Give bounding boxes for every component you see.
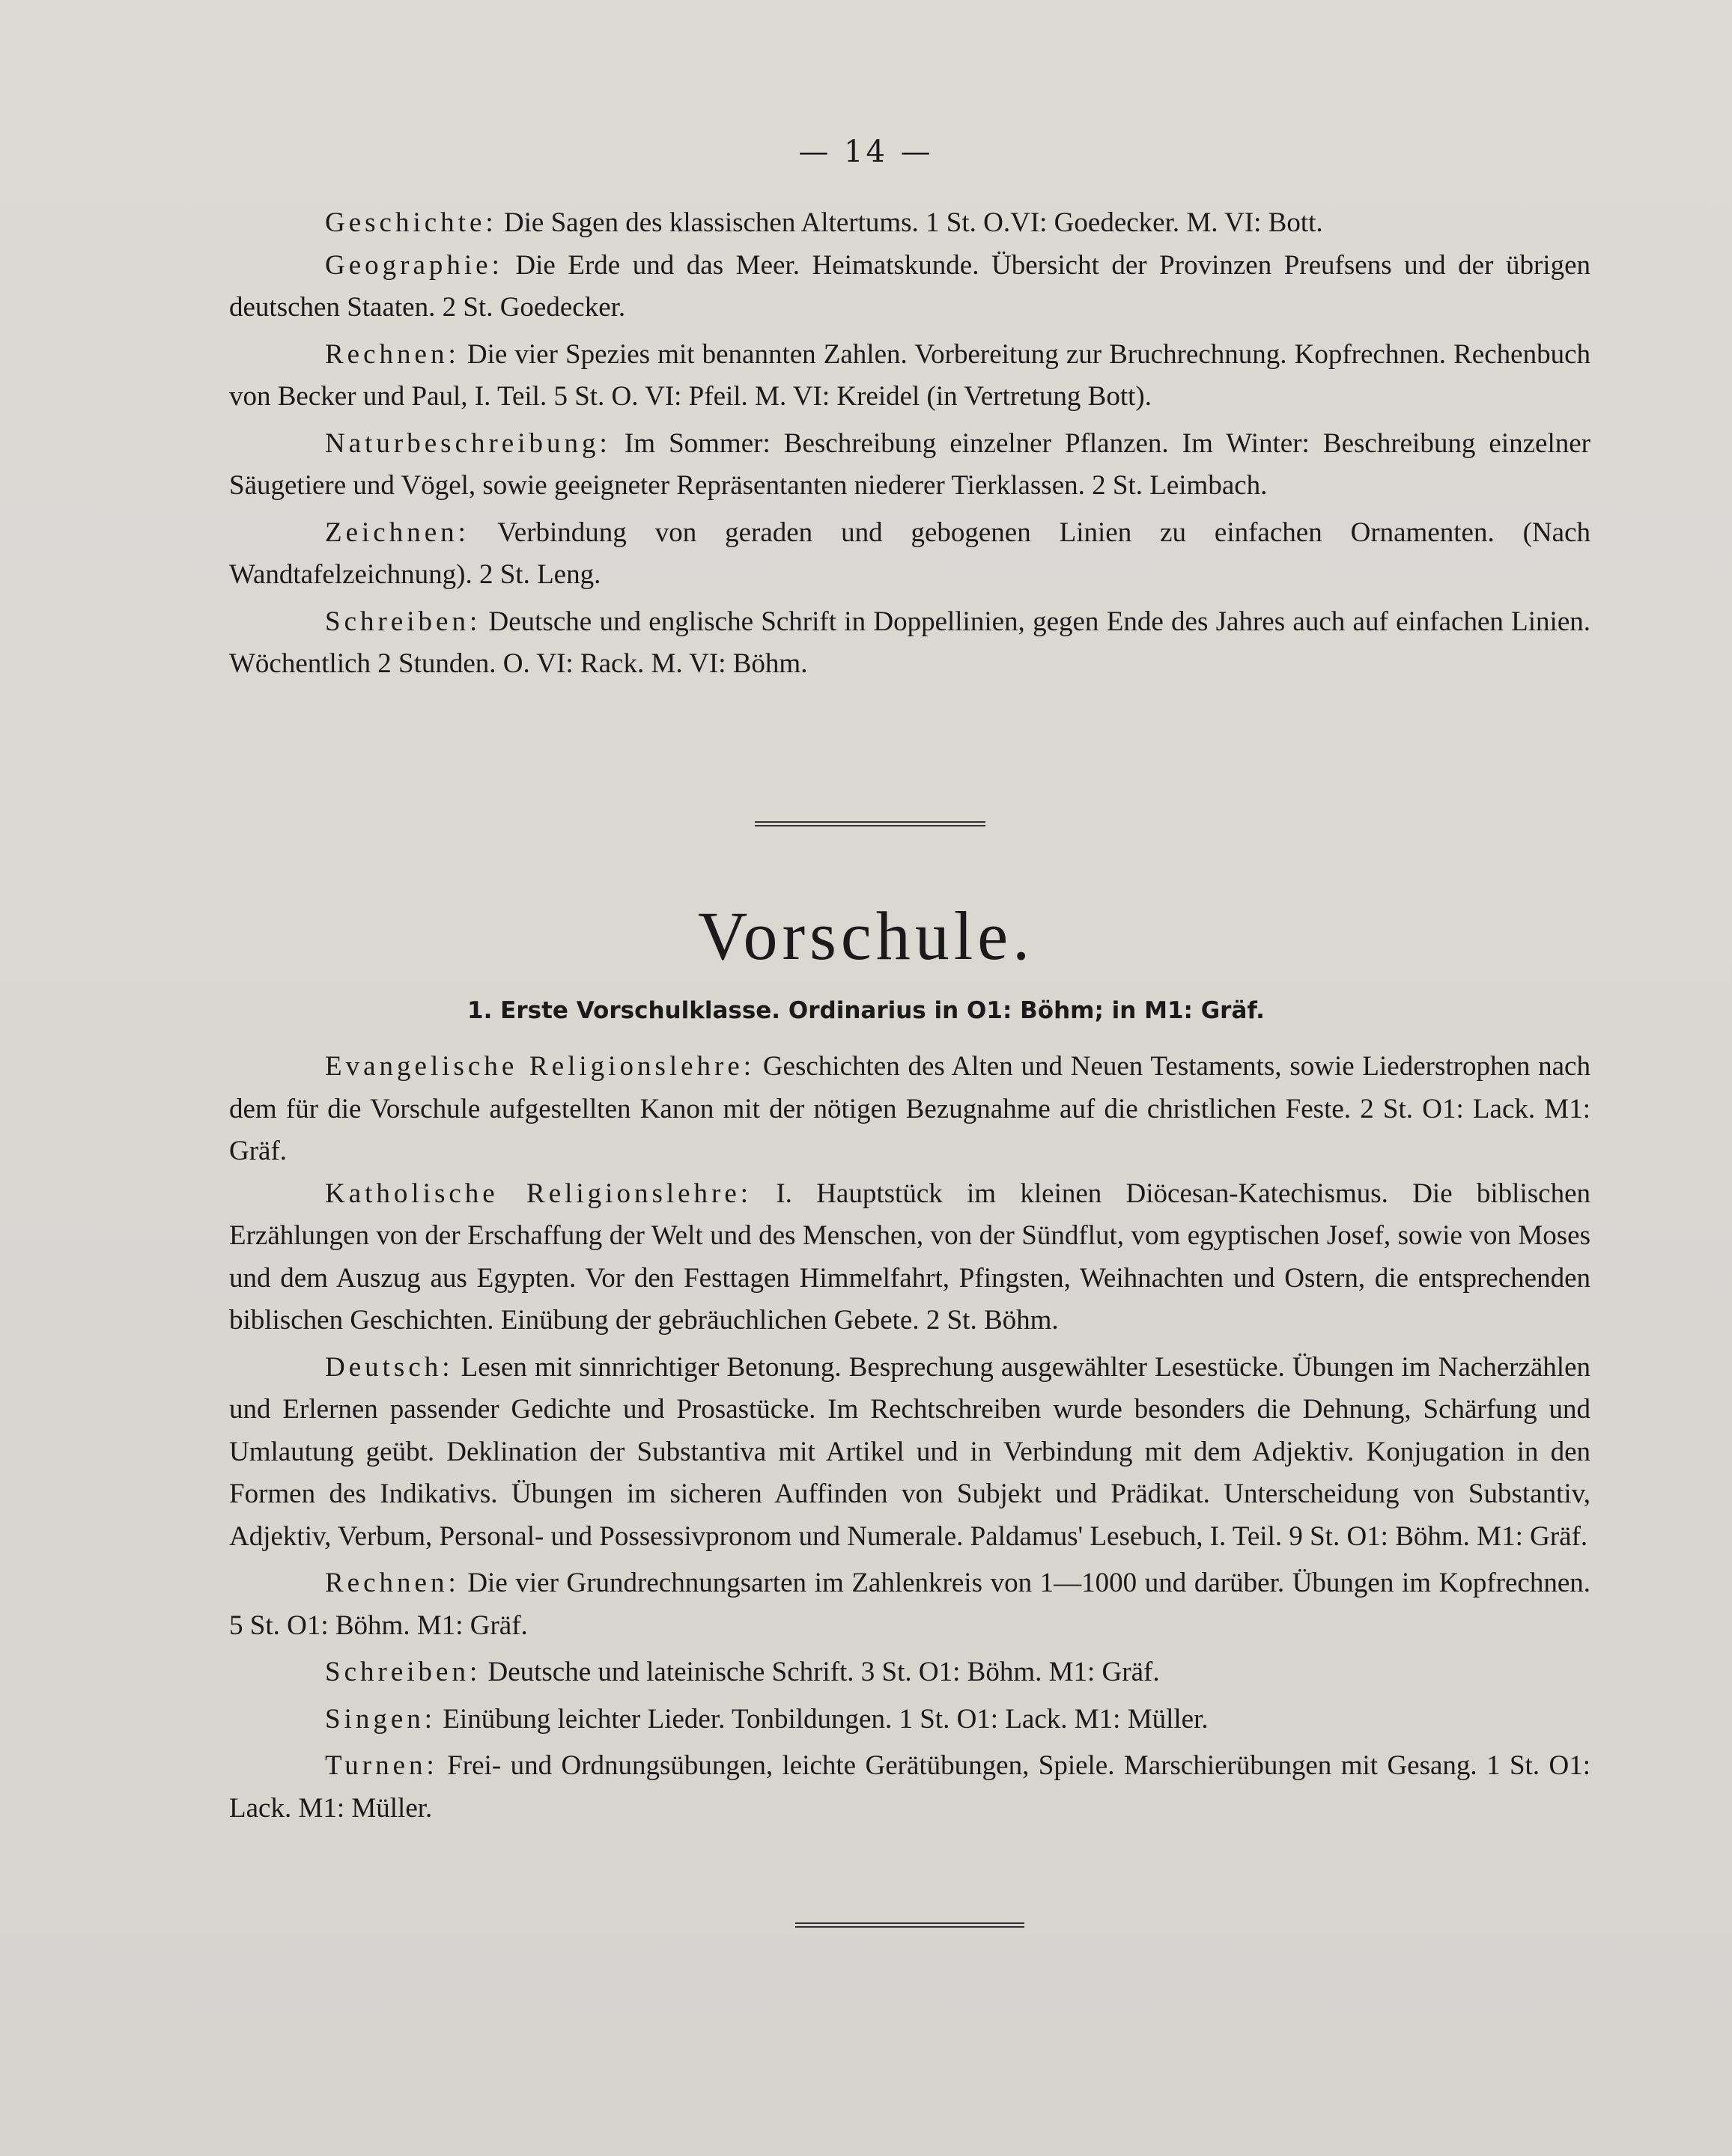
- paragraph-schreiben: [229, 1651, 1590, 1694]
- paragraph-rechnen: [229, 334, 1590, 418]
- subject-heading: Singen:: [325, 1703, 437, 1735]
- paragraph-text: Frei- und Ordnungsübungen, leichte Gerätübungen, Spiele. Marschierübungen mit Gesang. 1 St. O1: Lack. M1: Müller.: [229, 1750, 1590, 1824]
- class-subheading: 1. Erste Vorschulklasse. Ordinarius in O1: Böhm; in M1: Gräf.: [467, 997, 1265, 1024]
- subject-heading: Schreiben:: [325, 1657, 481, 1687]
- subject-heading: Geographie:: [325, 249, 503, 281]
- page-number: — 14 —: [798, 135, 934, 169]
- paragraph-zeichnen: [229, 512, 1590, 597]
- paragraph-text: Lesen mit sinnrichtiger Betonung. Besprechung ausgewählter Lesestücke. Übungen im Nacherzählen und Erlernen passender Gedichte und Prosastücke. Im Rechtschreiben wurde besonders die Dehnung, Schärfung und Umlautung geübt. Deklination der Substantiva mit Artikel und in Verbindung mit dem Adjektiv. Konjugation in den Formen des Indikativs. Übungen im sicheren Auffinden von Subjekt und Prädikat. Unterscheidung von Substantiv, Adjektiv, Verbum, Personal- und Possessivpronom und Numerale. Paldamus' Lesebuch, I. Teil. 9 St. O1: Böhm. M1: Gräf.: [229, 1351, 1590, 1552]
- paragraph-text: I. Hauptstück im kleinen Diöcesan-Katechismus. Die biblischen Erzählungen von der Erschaffung der Welt und des Menschen, von der Sündflut, vom egyptischen Josef, sowie von Moses und dem Auszug aus Egypten. Vor den Festtagen Himmelfahrt, Pfingsten, Weihnachten und Ostern, die entsprechenden biblischen Geschichten. Einübung der gebräuchlichen Gebete. 2 St. Böhm.: [229, 1178, 1590, 1336]
- paragraph-text: Einübung leichter Lieder. Tonbildungen. 1 St. O1: Lack. M1: Müller.: [436, 1703, 1209, 1735]
- paragraph-turnen: [229, 1745, 1590, 1830]
- paragraph-text: Die vier Grundrechnungsarten im Zahlenkreis von 1—1000 und darüber. Übungen im Kopfrechnen. 5 St. O1: Böhm. M1: Gräf.: [229, 1568, 1590, 1641]
- subject-heading: Schreiben:: [325, 606, 481, 637]
- paragraph-naturbeschreibung: [229, 423, 1590, 508]
- subject-heading: Deutsch:: [325, 1351, 454, 1383]
- paragraph-rechnen: [229, 1562, 1590, 1647]
- paragraph-singen: [229, 1699, 1590, 1741]
- subject-heading: Katholische Religionslehre:: [325, 1178, 753, 1209]
- paragraph-geschichte: [229, 202, 1590, 245]
- paragraph-text: Die vier Spezies mit benannten Zahlen. Vorbereitung zur Bruchrechnung. Kopfrechnen. Rechenbuch von Becker und Paul, I. Teil. 5 St. O. VI: Pfeil. M. VI: Kreidel (in Vertretung Bott).: [229, 338, 1590, 412]
- paragraph-text: Die Sagen des klassischen Altertums. 1 St. O.VI: Goedecker. M. VI: Bott.: [496, 207, 1323, 238]
- end-divider: [795, 1922, 1024, 1928]
- subject-heading: Rechnen:: [325, 338, 460, 370]
- subject-heading: Zeichnen:: [325, 517, 470, 548]
- section-divider: [755, 821, 985, 826]
- subject-heading: Rechnen:: [325, 1568, 460, 1598]
- paragraph-katholische-religionslehre: [229, 1173, 1590, 1342]
- paragraph-deutsch: [229, 1347, 1590, 1559]
- paragraph-evangelische-religionslehre: [229, 1046, 1590, 1173]
- subject-heading: Evangelische Religionslehre:: [325, 1051, 756, 1082]
- paragraph-text: Die Erde und das Meer. Heimatskunde. Übersicht der Provinzen Preufsens und der übrigen deutschen Staaten. 2 St. Goedecker.: [229, 249, 1590, 323]
- subject-heading: Naturbeschreibung:: [325, 427, 611, 459]
- bottom-section: [229, 1046, 1590, 1834]
- paragraph-text: Im Sommer: Beschreibung einzelner Pflanzen. Im Winter: Beschreibung einzelner Säugetiere und Vögel, sowie geeigneter Repräsentanten niederer Tierklassen. 2 St. Leimbach.: [229, 427, 1590, 501]
- subject-heading: Turnen:: [325, 1750, 438, 1781]
- paragraph-text: Verbindung von geraden und gebogenen Linien zu einfachen Ornamenten. (Nach Wandtafelzeichnung). 2 St. Leng.: [229, 517, 1590, 590]
- section-title: Vorschule.: [697, 898, 1035, 974]
- paragraph-text: Deutsche und englische Schrift in Doppellinien, gegen Ende des Jahres auch auf einfachen Linien. Wöchentlich 2 Stunden. O. VI: Rack. M. VI: Böhm.: [229, 606, 1590, 679]
- paragraph-text: Deutsche und lateinische Schrift. 3 St. O1: Böhm. M1: Gräf.: [481, 1657, 1160, 1687]
- subject-heading: Geschichte:: [325, 207, 497, 238]
- paragraph-text: Geschichten des Alten und Neuen Testaments, sowie Liederstrophen nach dem für die Vorschule aufgestellten Kanon mit der nötigen Bezugnahme auf die christlichen Feste. 2 St. O1: Lack. M1: Gräf.: [229, 1051, 1590, 1166]
- paragraph-geographie: [229, 245, 1590, 329]
- paragraph-schreiben: [229, 601, 1590, 686]
- top-section: [229, 202, 1590, 690]
